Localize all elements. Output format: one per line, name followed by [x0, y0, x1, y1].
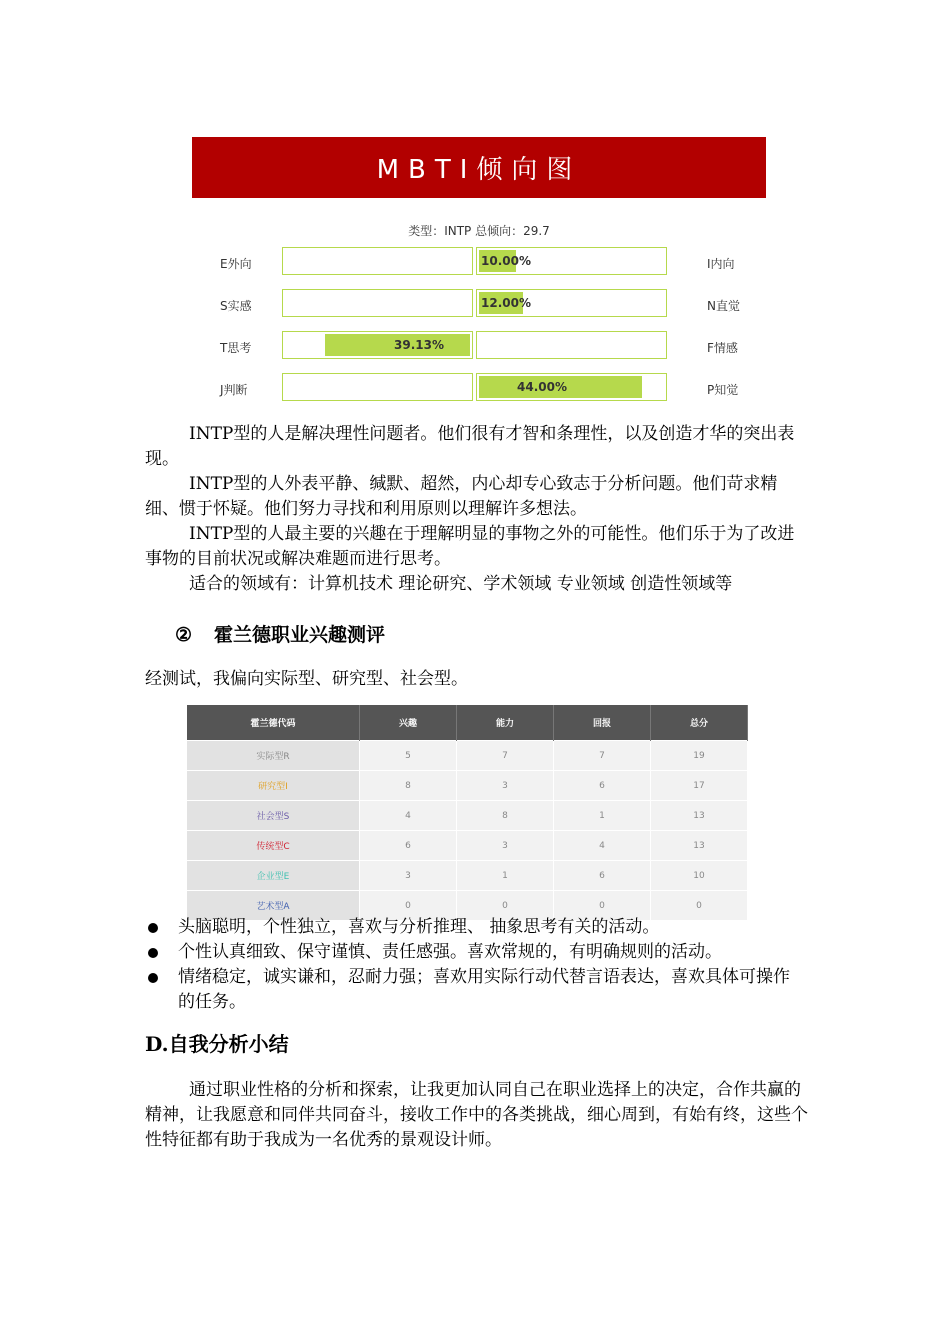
mbti-left-label: E外向 [220, 257, 252, 271]
table-cell: 13 [651, 801, 748, 831]
bullet-text: 头脑聪明，个性独立，喜欢与分析推理、 抽象思考有关的活动。 [178, 917, 660, 937]
table-row [187, 741, 748, 771]
table-cell: 4 [554, 831, 651, 861]
table-cell: 3 [457, 771, 554, 801]
table-row [187, 831, 748, 861]
table-cell: 3 [457, 831, 554, 861]
table-row [187, 801, 748, 831]
column-header: 兴趣 [360, 705, 457, 741]
mbti-summary: 类型：INTP 总倾向：29.7 [408, 224, 550, 238]
mbti-row-sn [192, 289, 766, 319]
table-header-row [187, 705, 748, 741]
holland-code-cell: 艺术型A [187, 891, 360, 921]
column-header: 总分 [651, 705, 748, 741]
section-d-heading: D.自我分析小结 [145, 1032, 289, 1056]
bullet-dot-icon [148, 973, 158, 983]
mbti-left-track [282, 289, 473, 317]
table-cell: 1 [457, 861, 554, 891]
table-cell: 7 [457, 741, 554, 771]
summary-paragraph: 通过职业性格的分析和探索，让我更加认同自己在职业选择上的决定，合作共赢的精神，让我愿意和同伴共同奋斗，接收工作中的各类挑战，细心周到，有始有终，这些个性特征都有助于我成为一名优秀的景观设计师。 [145, 1080, 808, 1150]
table-cell: 7 [554, 741, 651, 771]
mbti-right-label: P知觉 [707, 383, 739, 397]
mbti-left-track [282, 373, 473, 401]
mbti-percent-label: 10.00% [481, 254, 531, 268]
bullet-item [145, 940, 810, 965]
table-cell: 0 [457, 891, 554, 921]
table-cell: 6 [554, 861, 651, 891]
mbti-row-jp [192, 373, 766, 403]
mbti-right-track [476, 289, 667, 317]
table-cell: 6 [554, 771, 651, 801]
table-cell: 0 [651, 891, 748, 921]
column-header: 霍兰德代码 [187, 705, 360, 741]
table-cell: 1 [554, 801, 651, 831]
bullet-text: 个性认真细致、保守谨慎、责任感强。喜欢常规的，有明确规则的活动。 [178, 942, 722, 962]
intp-paragraph-2: INTP型的人外表平静、缄默、超然，内心却专心致志于分析问题。他们苛求精细、惯于怀疑。他们努力寻找和利用原则以理解许多想法。 [145, 474, 778, 519]
table-cell: 6 [360, 831, 457, 861]
holland-code-cell: 实际型R [187, 741, 360, 771]
table-cell: 17 [651, 771, 748, 801]
mbti-left-track [282, 247, 473, 275]
column-header: 回报 [554, 705, 651, 741]
mbti-banner-title: MBTI倾向图 [376, 155, 582, 185]
mbti-right-label: N直觉 [707, 299, 740, 313]
mbti-row-ei [192, 247, 766, 277]
table-cell: 0 [360, 891, 457, 921]
bullet-dot-icon [148, 923, 158, 933]
bullet-item [145, 915, 810, 940]
holland-heading [175, 620, 385, 647]
mbti-left-label: J判断 [220, 383, 248, 397]
holland-table [187, 705, 748, 920]
bullet-dot-icon [148, 948, 158, 958]
mbti-left-label: S实感 [220, 299, 252, 313]
mbti-row-tf [192, 331, 766, 361]
mbti-right-label: I内向 [707, 257, 735, 271]
table-cell: 4 [360, 801, 457, 831]
holland-code-cell: 研究型I [187, 771, 360, 801]
holland-heading-text: 霍兰德职业兴趣测评 [214, 624, 386, 646]
mbti-percent-label: 39.13% [394, 338, 444, 352]
mbti-percent-label: 44.00% [517, 380, 567, 394]
table-row [187, 861, 748, 891]
mbti-banner [192, 137, 766, 198]
mbti-right-track [476, 331, 667, 359]
table-cell: 19 [651, 741, 748, 771]
table-cell: 10 [651, 861, 748, 891]
bullet-item [145, 965, 810, 1015]
table-cell: 13 [651, 831, 748, 861]
intp-paragraph-1: INTP型的人是解决理性问题者。他们很有才智和条理性，以及创造才华的突出表现。 [145, 424, 795, 469]
mbti-percent-label: 12.00% [481, 296, 531, 310]
table-row [187, 771, 748, 801]
table-cell: 0 [554, 891, 651, 921]
mbti-left-track [282, 331, 473, 359]
holland-code-cell: 传统型C [187, 831, 360, 861]
mbti-left-label: T思考 [220, 341, 252, 355]
column-header: 能力 [457, 705, 554, 741]
intp-paragraph-3: INTP型的人最主要的兴趣在于理解明显的事物之外的可能性。他们乐于为了改进事物的目前状况或解决难题而进行思考。 [145, 524, 795, 569]
table-cell: 8 [457, 801, 554, 831]
table-cell: 5 [360, 741, 457, 771]
holland-result: 经测试，我偏向实际型、研究型、社会型。 [145, 669, 468, 689]
mbti-right-label: F情感 [707, 341, 738, 355]
holland-code-cell: 企业型E [187, 861, 360, 891]
bullet-text: 情绪稳定，诚实谦和，忍耐力强；喜欢用实际行动代替言语表达，喜欢具体可操作 的任务。 [178, 967, 790, 1012]
mbti-right-track [476, 247, 667, 275]
section-number: ② [175, 624, 193, 646]
table-cell: 8 [360, 771, 457, 801]
intp-paragraph-4: 适合的领域有：计算机技术 理论研究、学术领域 专业领域 创造性领域等 [189, 574, 733, 594]
mbti-right-track [476, 373, 667, 401]
holland-code-cell: 社会型S [187, 801, 360, 831]
table-cell: 3 [360, 861, 457, 891]
